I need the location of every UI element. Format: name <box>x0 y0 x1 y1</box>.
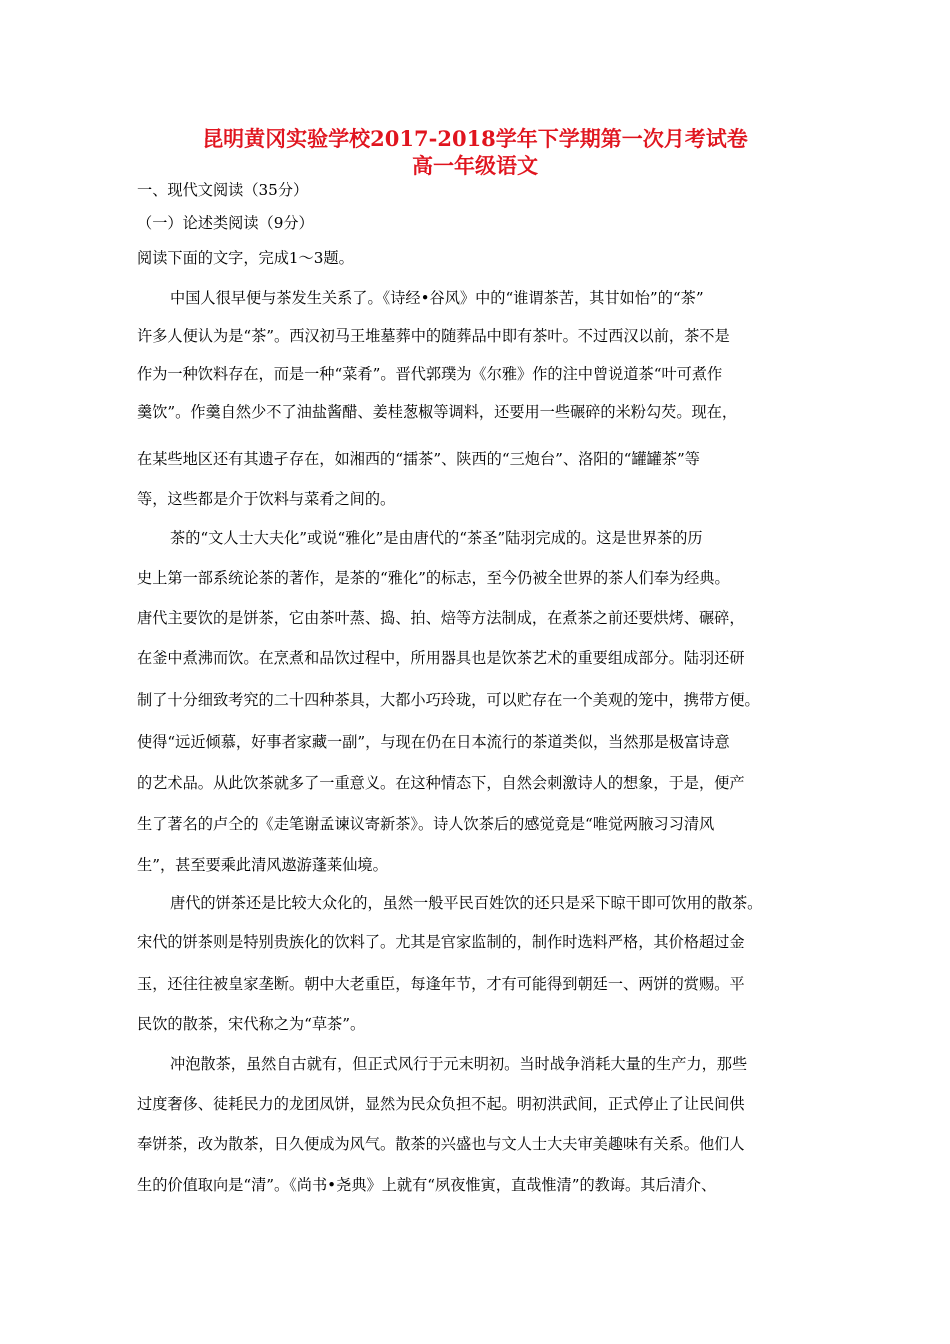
paragraph-line: 唐代主要饮的是饼茶，它由茶叶蒸、捣、拍、焙等方法制成，在煮茶之前还要烘烤、碾碎， <box>137 609 745 627</box>
paragraph-line: 生的价值取向是“清”。《尚书•尧典》上就有“夙夜惟寅，直哉惟清”的教诲。其后清介、 <box>137 1176 717 1194</box>
exam-title: 昆明黄冈实验学校2017-2018学年下学期第一次月考试卷 <box>202 126 748 151</box>
paragraph-line: 奉饼茶，改为散茶，日久便成为风气。散茶的兴盛也与文人士大夫审美趣味有关系。他们人 <box>137 1135 745 1153</box>
paragraph-line: 作为一种饮料存在，而是一种“菜肴”。晋代郭璞为《尔雅》作的注中曾说道茶“叶可煮作 <box>137 365 723 383</box>
paragraph-line: 过度奢侈、徒耗民力的龙团凤饼，显然为民众负担不起。明初洪武间，正式停止了让民间供 <box>137 1095 745 1113</box>
paragraph-line: 生”，甚至要乘此清风遨游蓬莱仙境。 <box>137 856 388 874</box>
paragraph-line: 宋代的饼茶则是特别贵族化的饮料了。尤其是官家监制的，制作时选料严格，其价格超过金 <box>137 933 745 951</box>
paragraph-line: 使得“远近倾慕，好事者家藏一副”，与现在仍在日本流行的茶道类似，当然那是极富诗意 <box>137 733 730 751</box>
paragraph-line: 民饮的散茶，宋代称之为“草茶”。 <box>137 1015 366 1033</box>
instruction-text: 阅读下面的文字，完成1～3题。 <box>137 249 354 267</box>
paragraph-line: 中国人很早便与茶发生关系了。《诗经•谷风》中的“谁谓茶苦，其甘如怡”的“茶” <box>170 289 704 307</box>
exam-subtitle: 高一年级语文 <box>412 153 538 178</box>
paragraph-line: 许多人便认为是“茶”。西汉初马王堆墓葬中的随葬品中即有茶叶。不过西汉以前，茶不是 <box>137 327 730 345</box>
paragraph-line: 史上第一部系统论茶的著作，是茶的“雅化”的标志，至今仍被全世界的茶人们奉为经典。 <box>137 569 730 587</box>
subsection-heading: （一）论述类阅读（9分） <box>137 214 314 232</box>
paragraph-line: 玉，还往往被皇家垄断。朝中大老重臣，每逢年节，才有可能得到朝廷一、两饼的赏赐。平 <box>137 975 745 993</box>
paragraph-line: 茶的“文人士大夫化”或说“雅化”是由唐代的“茶圣”陆羽完成的。这是世界茶的历 <box>170 529 703 547</box>
paragraph-line: 在釜中煮沸而饮。在烹煮和品饮过程中，所用器具也是饮茶艺术的重要组成部分。陆羽还研 <box>137 649 745 667</box>
section-heading: 一、现代文阅读（35分） <box>137 181 309 199</box>
paragraph-line: 唐代的饼茶还是比较大众化的，虽然一般平民百姓饮的还只是采下晾干即可饮用的散茶。 <box>170 894 763 912</box>
paragraph-line: 冲泡散茶，虽然自古就有，但正式风行于元末明初。当时战争消耗大量的生产力，那些 <box>170 1055 748 1073</box>
paragraph-line: 在某些地区还有其遗孑存在，如湘西的“擂茶”、陕西的“三炮台”、洛阳的“罐罐茶”等 <box>137 450 700 468</box>
paragraph-line: 制了十分细致考究的二十四种茶具，大都小巧玲珑，可以贮存在一个美观的笼中，携带方便。 <box>137 691 760 709</box>
paragraph-line: 的艺术品。从此饮茶就多了一重意义。在这种情态下，自然会刺激诗人的想象，于是，便产 <box>137 774 745 792</box>
paragraph-line: 生了著名的卢仝的《走笔谢孟谏议寄新茶》。诗人饮茶后的感觉竟是“唯觉两腋习习清风 <box>137 815 715 833</box>
paragraph-line: 等，这些都是介于饮料与菜肴之间的。 <box>137 490 396 508</box>
paragraph-line: 羹饮”。作羹自然少不了油盐酱醋、姜桂葱椒等调料，还要用一些碾碎的米粉勾芡。现在， <box>137 403 738 421</box>
